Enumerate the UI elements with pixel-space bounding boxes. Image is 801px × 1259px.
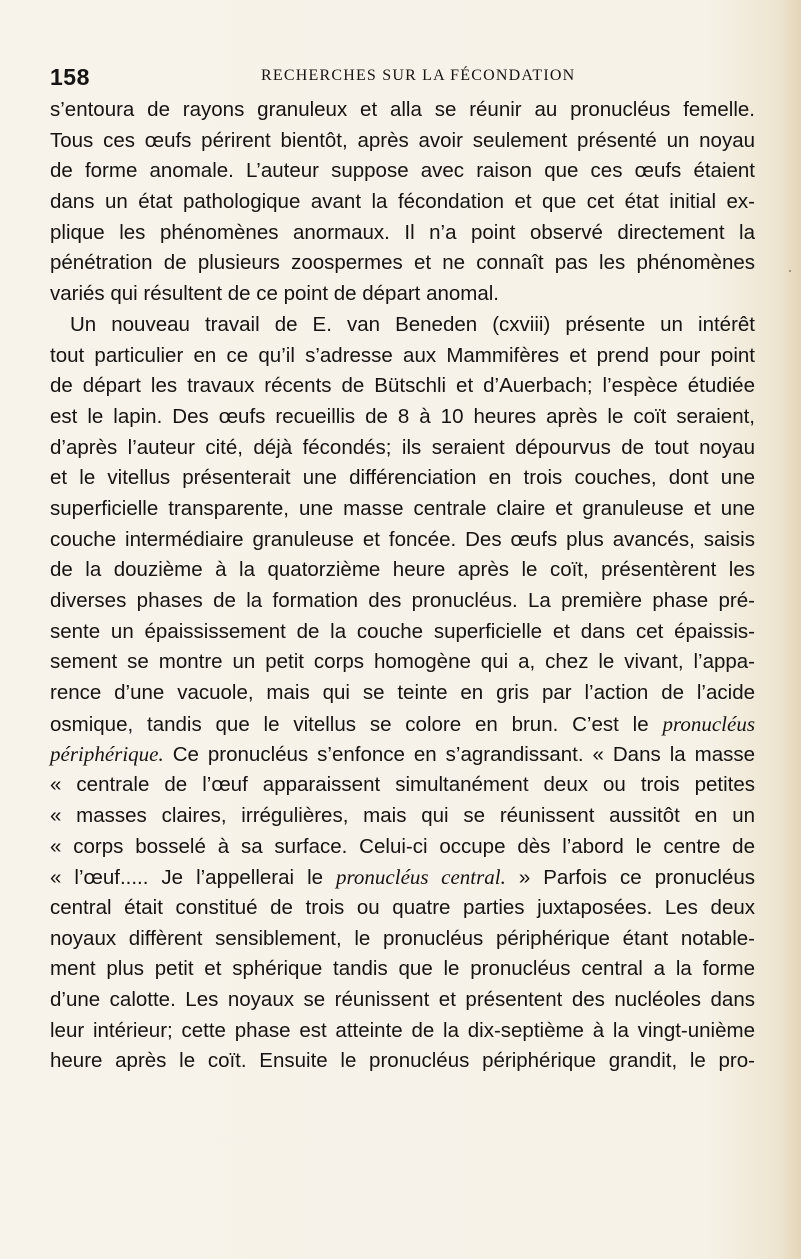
text-line: est le lapin. Des œufs recueillis de 8 à 10 heures après le coït seraient,: [50, 404, 755, 428]
text-line: de forme anomale. L’auteur suppose avec raison que ces œufs étaient: [50, 159, 755, 183]
text-run: « l’œuf..... Je l’appellerai le: [50, 866, 324, 890]
text-line: et le vitellus présenterait une différenciation en trois couches, dont une: [50, 466, 755, 490]
text-run: osmique, tandis que le vitellus se colore en brun. C’est le: [50, 712, 649, 736]
italic-term: pronucléus central.: [336, 865, 506, 890]
text-line: Tous ces œufs périrent bientôt, après avoir seulement présenté un noyau: [50, 128, 755, 152]
body-text: [50, 95, 755, 1077]
text-line: heure après le coït. Ensuite le pronucléus périphérique grandit, le pro-: [50, 1049, 755, 1073]
text-line: de départ les travaux récents de Bütschli et d’Auerbach; l’espèce étudiée: [50, 374, 755, 398]
text-line: plique les phénomènes anormaux. Il n’a point observé directement la: [50, 220, 755, 244]
text-line: d’après l’auteur cité, déjà fécondés; ils seraient dépourvus de tout noyau: [50, 435, 755, 459]
text-line: superficielle transparente, une masse centrale claire et granuleuse et une: [50, 496, 755, 520]
text-line: de la douzième à la quatorzième heure après le coït, présentèrent les: [50, 558, 755, 582]
running-title: RECHERCHES SUR LA FÉCONDATION: [261, 67, 576, 84]
text-line: tout particulier en ce qu’il s’adresse aux Mammifères et prend pour point: [50, 343, 755, 367]
text-line: sente un épaississement de la couche superficielle et dans cet épaissis-: [50, 619, 755, 643]
text-line-with-italic: [50, 862, 755, 893]
text-line: leur intérieur; cette phase est atteinte de la dix-septième à la vingt-unième: [50, 1018, 755, 1042]
page-header: [50, 52, 750, 92]
text-line: couche intermédiaire granuleuse et foncée. Des œufs plus avancés, saisis: [50, 527, 755, 551]
text-line: rence d’une vacuole, mais qui se teinte en gris par l’action de l’acide: [50, 681, 755, 705]
italic-term: périphérique.: [50, 742, 164, 767]
text-line-with-italic: [50, 709, 755, 740]
text-line: « corps bosselé à sa surface. Celui-ci occupe dès l’abord le centre de: [50, 834, 755, 858]
text-line: « centrale de l’œuf apparaissent simultanément deux ou trois petites: [50, 773, 755, 797]
text-run: » Parfois ce pronucléus: [518, 866, 755, 890]
text-line: noyaux diffèrent sensiblement, le pronucléus périphérique étant notable-: [50, 926, 755, 950]
text-line: Un nouveau travail de E. van Beneden (cxviii) présente un intérêt: [70, 312, 755, 336]
text-line: s’entoura de rayons granuleux et alla se réunir au pronucléus femelle.: [50, 98, 755, 121]
text-line: « masses claires, irrégulières, mais qui se réunissent aussitôt en un: [50, 803, 755, 827]
page-edge-shadow: [783, 0, 801, 1259]
text-line: central était constitué de trois ou quatre parties juxtaposées. Les deux: [50, 895, 755, 919]
text-line: variés qui résultent de ce point de départ anomal.: [50, 282, 499, 306]
page-number: 158: [50, 64, 90, 90]
text-line: pénétration de plusieurs zoospermes et ne connaît pas les phénomènes: [50, 251, 755, 275]
text-line: diverses phases de la formation des pronucléus. La première phase pré-: [50, 589, 755, 612]
text-line: d’une calotte. Les noyaux se réunissent et présentent des nucléoles dans: [50, 987, 755, 1011]
text-run: Ce pronucléus s’enfonce en s’agrandissant. « Dans la masse: [172, 743, 756, 767]
text-line: dans un état pathologique avant la fécondation et que cet état initial ex-: [50, 190, 755, 214]
text-line-with-italic: [50, 739, 755, 770]
text-line: ment plus petit et sphérique tandis que le pronucléus central a la forme: [50, 957, 755, 981]
italic-term: pronucléus: [662, 711, 755, 736]
margin-speck: [789, 270, 791, 272]
text-line: sement se montre un petit corps homogène qui a, chez le vivant, l’appa-: [50, 650, 755, 674]
